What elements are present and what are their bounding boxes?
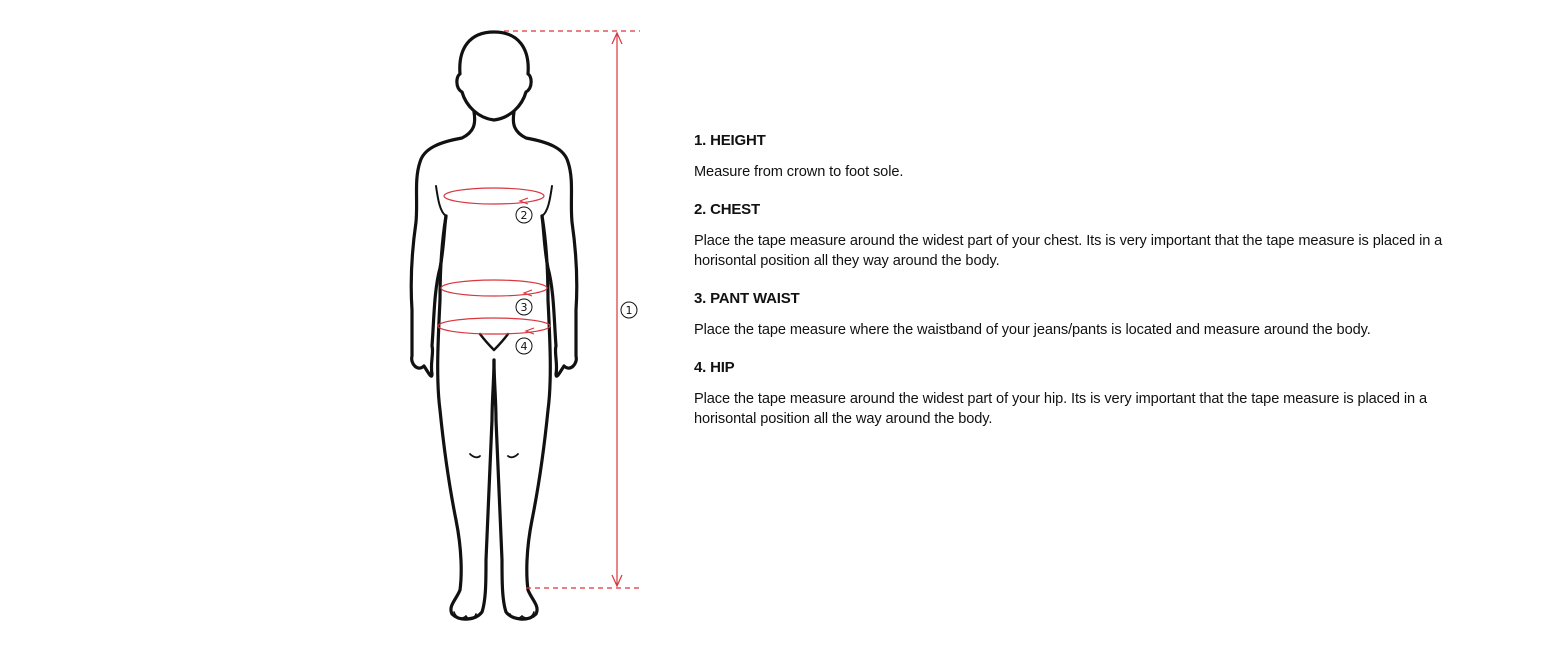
callout-waist: 3 (520, 301, 528, 314)
pant-waist-title: 3. PANT WAIST (694, 290, 800, 307)
height-text: Measure from crown to foot sole. (694, 164, 904, 180)
callout-chest: 2 (520, 209, 528, 222)
body-outline-diagram (0, 0, 680, 651)
height-title: 1. HEIGHT (694, 132, 766, 149)
measurement-instructions (694, 131, 1494, 447)
hip-measure-ellipse (438, 318, 550, 334)
pant-waist-text: Place the tape measure where the waistband of your jeans/pants is located and measure around the body. (694, 322, 1371, 338)
hip-text: Place the tape measure around the widest part of your hip. Its is very important that the tape measure is placed in a horisontal position all the way around the body. (694, 391, 1427, 427)
callout-height: 1 (625, 304, 633, 317)
chest-measure-ellipse (444, 188, 544, 204)
height-section (694, 131, 1494, 182)
callout-hip: 4 (520, 340, 528, 353)
hip-title: 4. HIP (694, 359, 735, 376)
body-measurement-figure (0, 0, 680, 651)
waist-measure-ellipse (441, 280, 547, 296)
pant-waist-section (694, 289, 1494, 340)
child-silhouette (411, 32, 577, 619)
chest-title: 2. CHEST (694, 201, 760, 218)
chest-section (694, 200, 1494, 271)
chest-text: Place the tape measure around the widest part of your chest. Its is very important that the tape measure is placed in a horisontal position all they way around the body. (694, 233, 1443, 269)
hip-section (694, 358, 1494, 429)
